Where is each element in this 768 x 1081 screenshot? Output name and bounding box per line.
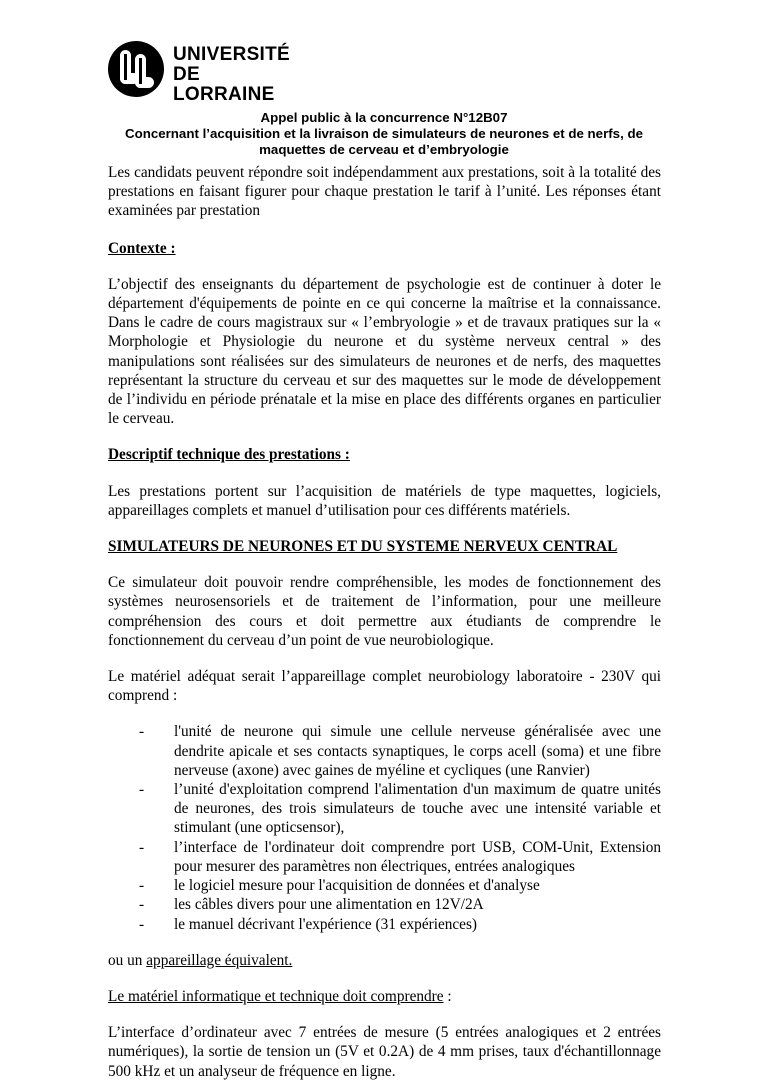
list-item-text: le manuel décrivant l'expérience (31 expériences): [174, 915, 478, 933]
list-dash: -: [139, 723, 145, 741]
logo-line-1: UNIVERSITÉ: [173, 44, 291, 65]
info-heading: Le matériel informatique et technique doit comprendre: [108, 987, 444, 1005]
list-item: [139, 780, 661, 838]
list-dash: -: [139, 838, 145, 856]
title-line-1: Appel public à la concurrence N°12B07: [260, 110, 508, 125]
list-item-text: l’unité d'exploitation comprend l'alimentation d'un maximum de quatre unités de neurones, des trois simulateurs de touche avec une intensité variable et stimulant (une opticsensor),: [174, 781, 661, 837]
equivalent-prefix: ou un: [108, 951, 147, 969]
equivalent-line: [108, 951, 661, 970]
list-item: [139, 722, 661, 780]
list-item-text: l’interface de l'ordinateur doit comprendre port USB, COM-Unit, Extension pour mesurer des paramètres non électriques, entrées analogiques: [174, 838, 661, 875]
list-dash: -: [139, 781, 145, 799]
materiel-intro: Le matériel adéquat serait l’appareillage complet neurobiology laboratoire - 230V qui comprend :: [108, 668, 661, 705]
list-item-text: les câbles divers pour une alimentation en 12V/2A: [174, 896, 484, 914]
intro-paragraph: Les candidats peuvent répondre soit indépendamment aux prestations, soit à la totalité des prestations en faisant figurer pour chaque prestation le tarif à l’unité. Les réponses étant examinées par prestation: [108, 164, 661, 220]
list-item: [139, 895, 661, 914]
list-dash: -: [139, 915, 145, 933]
equipment-list: [139, 722, 661, 933]
list-dash: -: [139, 877, 145, 895]
universite-de-lorraine-logo-icon: [107, 40, 165, 98]
contexte-paragraph: L’objectif des enseignants du département de psychologie est de continuer à doter le département d'équipements de pointe en ce qui concerne la maîtrise et la connaissance. Dans le cadre de cours magistraux sur « l’embryologie » et de travaux pratiques sur la « Morphologie et Physiologie du neurone et du système nerveux central » des manipulations sont réalisées sur des simulateurs de neurones et de nerfs, des maquettes représentant la structure du cerveau et sur des maquettes sur le mode de développement de l’individu en période prénatale et la mise en place des différents organes en particulier le cerveau.: [108, 275, 661, 428]
descriptif-heading: Descriptif technique des prestations :: [108, 446, 350, 464]
title-line-2: Concernant l’acquisition et la livraison de simulateurs de neurones et de nerfs, de: [125, 126, 643, 141]
list-item: [139, 876, 661, 895]
title-line-3: maquettes de cerveau et d’embryologie: [259, 142, 509, 157]
descriptif-paragraph: Les prestations portent sur l’acquisition de matériels de type maquettes, logiciels, appareillages complets et manuel d’utilisation pour ces différents matériels.: [108, 482, 661, 519]
section-paragraph: Ce simulateur doit pouvoir rendre compréhensible, les modes de fonctionnement des systèmes neurosensoriels et de traitement de l’information, pour une meilleure compréhension des cours et doit permettre aux étudiants de comprendre le fonctionnement du cerveau d’un point de vue neurobiologique.: [108, 574, 661, 649]
list-item: [139, 838, 661, 876]
equivalent-underlined: appareillage équivalent.: [146, 951, 293, 969]
document-title: [108, 110, 660, 158]
list-item: [139, 915, 661, 934]
info-heading-line: [108, 987, 661, 1006]
logo-wordmark: [173, 45, 297, 105]
info-heading-colon: :: [443, 987, 452, 1005]
university-logo: [107, 40, 297, 105]
list-item-text: le logiciel mesure pour l'acquisition de données et d'analyse: [174, 877, 540, 895]
list-item-text: l'unité de neurone qui simule une cellule nerveuse généralisée avec une dendrite apicale et ses contacts synaptiques, le corps acell (soma) et une fibre nerveuse (axone) avec gaines de myéline et cycliques (une Ranvier): [174, 723, 661, 779]
section-heading: SIMULATEURS DE NEURONES ET DU SYSTEME NERVEUX CENTRAL: [108, 538, 618, 556]
contexte-heading: Contexte :: [108, 239, 176, 257]
logo-line-2: DE LORRAINE: [173, 64, 275, 105]
list-dash: -: [139, 896, 145, 914]
document-body: [108, 163, 661, 1081]
info-paragraph: L’interface d’ordinateur avec 7 entrées de mesure (5 entrées analogiques et 2 entrées numériques), la sortie de tension un (5V et 0.2A) de 4 mm prises, taux d'échantillonnage 500 kHz et un analyseur de fréquence en ligne.: [108, 1024, 661, 1080]
